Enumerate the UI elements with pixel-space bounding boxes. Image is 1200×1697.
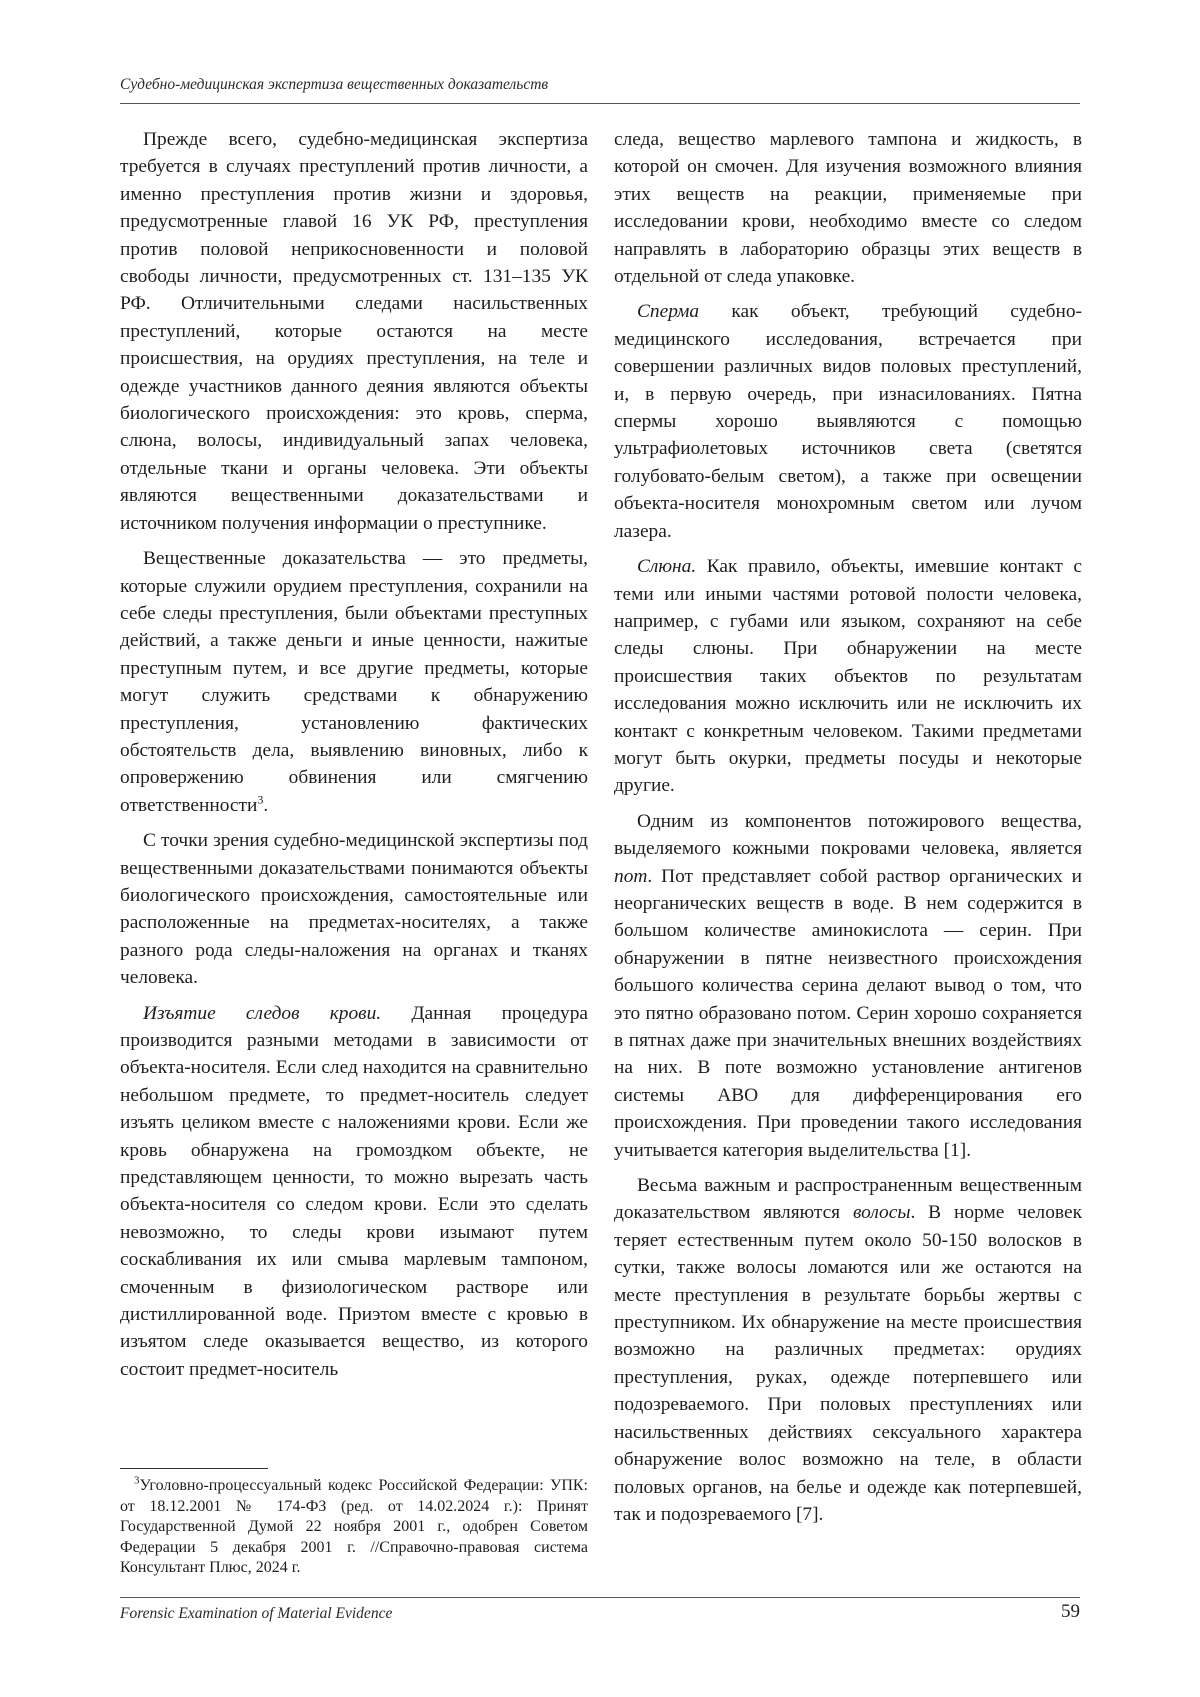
footer-rule [120,1597,1080,1598]
paragraph-text: Одним из компонентов потожирового вещества, выделяемого кожными покровами человека, является [614,810,1082,860]
paragraph-text: как объект, требующий судебно-медицинского исследования, встречается при совершении различных видов половых преступлений, и, в первую очередь, при изнасилованиях. Пятна спермы хорошо выявляются с помощью ультрафиолетовых источников света (светятся голубовато-белым светом), а также при освещении объекта-носителя монохромным светом или лучом лазера. [614,301,1082,542]
left-column [120,126,588,1391]
paragraph [614,298,1082,545]
term-italic: Сперма [637,301,700,323]
page-number: 59 [1061,1601,1080,1622]
footnote-rule [120,1468,268,1469]
paragraph-text: Вещественные доказательства — это предметы, которые служили орудием преступления, сохранили на себе следы преступления, были объектами преступных действий, а также деньги и иные ценности, нажитые преступным путем, и все другие предметы, которые могут служить средствами к обнаружению преступления, установлению фактических обстоятельств дела, выявлению виновных, либо к опровержению обвинения или смягчению ответственности [120,548,588,816]
paragraph-text: Как правило, объекты, имевшие контакт с теми или иными частями ротовой полости человека, например, с губами или языком, сохраняют на себе следы слюны. При обнаружении на месте происшествия таких объектов по результатам исследования можно исключить или не исключить их контакт с конкретным человеком. Такими предметами могут быть окурки, предметы посуды и некоторые другие. [614,556,1082,797]
paragraph [614,553,1082,800]
paragraph [614,808,1082,1164]
footnote [120,1476,588,1579]
term-italic: пот [614,865,648,887]
term-italic: Слюна. [637,556,697,578]
paragraph-text: . Пот представляет собой раствор органических и неорганических веществ в воде. В нем содержится в большом количестве аминокислота — серин. При обнаружении в пятне неизвестного происхождения большого количества серина делают вывод о том, что это пятно образовано потом. Серин хорошо сохраняется в пятнах даже при значительных внешних воздействиях на них. В поте возможно установление антигенов системы АВО для дифференцирования его происхождения. При проведении такого исследования учитывается категория выделительства [1]. [614,865,1082,1161]
term-italic: Изъятие следов крови. [143,1002,382,1024]
paragraph-text: Весьма важным и распространенным вещественным доказательством являются [614,1175,1082,1224]
right-column [614,126,1082,1536]
paragraph: Прежде всего, судебно-медицинская экспертиза требуется в случаях преступлений против личности, а именно преступления против жизни и здоровья, предусмотренные главой 16 УК РФ, преступления против половой неприкосновенности и половой свободы личности, предусмотренных ст. 131–135 УК РФ. Отличительными следами насильственных преступлений, которые остаются на месте происшествия, на орудиях преступления, на теле и одежде участников данного деяния являются объекты биологического происхождения: это кровь, сперма, слюна, волосы, индивидуальный запах человека, отдельные ткани и органы человека. Эти объекты являются вещественными доказательствами и источником получения информации о преступнике. [120,129,588,534]
paragraph-text: . В норме человек теряет естественным путем около 50-150 волосков в сутки, также волосы ломаются или же остаются на месте преступления в результате борьбы жертвы с преступником. Их обнаружение на месте происшествия возможно на различных предметах: орудиях преступления, руках, одежде потерпевшего или подозреваемого. При половых преступлениях или насильственных действиях сексуального характера обнаружение волос возможно на теле, в области половых органов, на белье и одежде как потерпевшей, так и подозреваемого [7]. [614,1202,1082,1525]
paragraph [614,1172,1082,1528]
paragraph: следа, вещество марлевого тампона и жидкость, в которой он смочен. Для изучения возможного влияния этих веществ на реакции, применяемые при исследовании крови, необходимо вместе со следом направлять в лабораторию образцы этих веществ в отдельной от следа упаковке. [614,129,1082,288]
running-footer: Forensic Examination of Material Evidence [120,1605,393,1622]
term-italic: волосы [852,1202,911,1224]
running-header: Судебно-медицинская экспертиза вещественных доказательств [120,76,549,93]
footnote-reference: 3 [257,792,264,807]
paragraph-text: Данная процедура производится разными методами в зависимости от объекта-носителя. Если след находится на сравнительно небольшом предмете, то предмет-носитель следует изъять целиком вместе с наложениями крови. Если же кровь обнаружена на громоздком объекте, не представляющем ценности, то можно вырезать часть объекта-носителя со следом крови. Если это сделать невозможно, то следы крови изымают путем соскабливания их или смыва марлевым тампоном, смоченным в физиологическом растворе или дистиллированной воде. Приэтом вместе с кровью в изъятом следе оказывается вещество, из которого состоит предмет-носитель [120,1002,589,1380]
header-rule [120,103,1080,104]
paragraph-text: . [263,794,269,816]
footnote-mark: 3 [134,1474,140,1487]
paragraph: С точки зрения судебно-медицинской экспертизы под вещественными доказательствами понимаются объекты биологического происхождения, самостоятельные или расположенные на предметах-носителях, а также разного рода следы-наложения на органах и тканях человека. [120,830,588,989]
footnote-text: Уголовно-процессуальный кодекс Российской Федерации: УПК: от 18.12.2001 № 174-ФЗ (ред. от 14.02.2024 г.): Принят Государственной Думой 22 ноября 2001 г., одобрен Советом Федерации 5 декабря 2001 г. //Справочно-правовая система Консультант Плюс, 2024 г. [120,1477,588,1577]
paragraph [120,1000,588,1384]
paragraph [120,545,588,819]
